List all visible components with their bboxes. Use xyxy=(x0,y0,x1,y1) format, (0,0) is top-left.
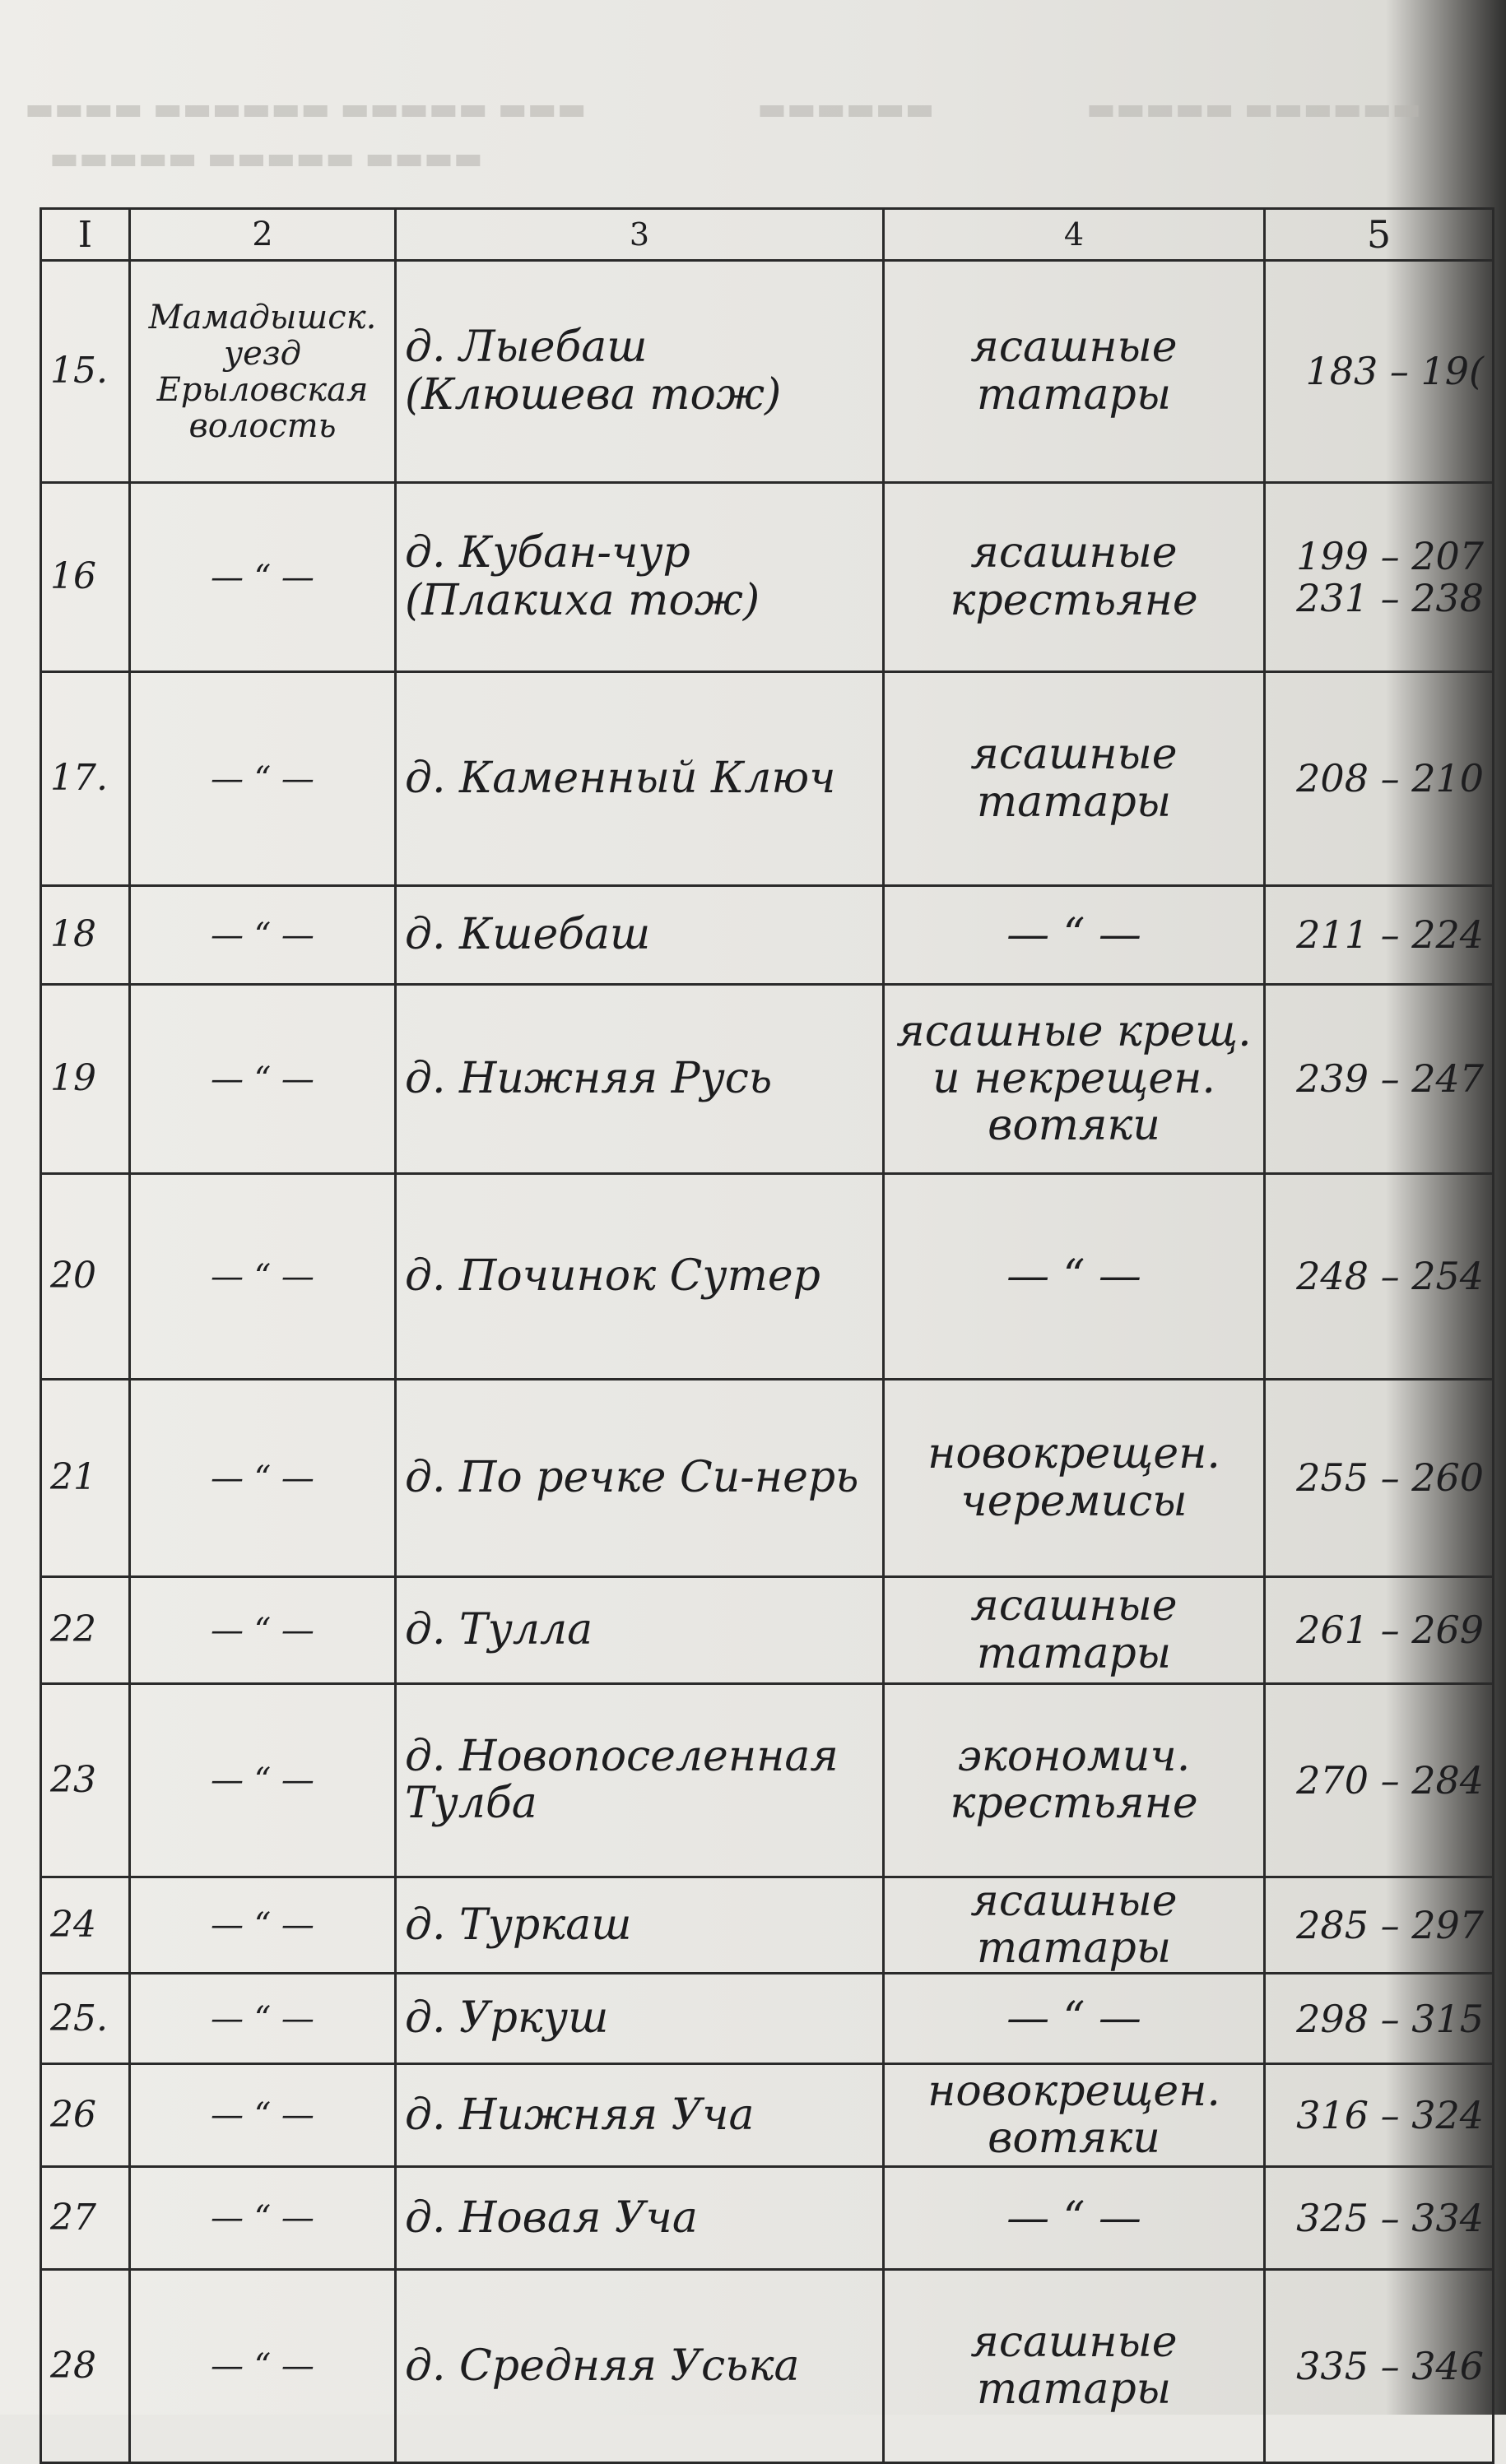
row-number: 19 xyxy=(41,985,130,1174)
table-row xyxy=(41,261,1494,483)
row-settlement: д. Каменный Ключ xyxy=(396,672,884,886)
row-pages: 255 – 260 xyxy=(1265,1380,1494,1577)
row-category: ясашные татары xyxy=(884,261,1265,483)
row-settlement: д. Уркуш xyxy=(396,1974,884,2064)
faded-header-remnant: ▬▬▬▬ ▬▬▬▬▬▬ ▬▬▬▬▬ ▬▬▬ ▬▬▬▬▬▬ ▬▬▬▬▬ ▬▬▬▬▬▬ ▬▬▬▬▬ ▬▬▬▬▬ ▬▬▬▬ xyxy=(25,90,1422,176)
row-settlement: д. Нижняя Уча xyxy=(396,2064,884,2167)
row-settlement: д. Кубан-чур (Плакиха тож) xyxy=(396,483,884,672)
row-pages: 270 – 284 xyxy=(1265,1684,1494,1877)
row-district: — “ — xyxy=(130,1174,396,1380)
row-district: — “ — xyxy=(130,2167,396,2270)
table-row xyxy=(41,1684,1494,1877)
header-col-3: 3 xyxy=(396,209,884,261)
row-district: — “ — xyxy=(130,1877,396,1974)
row-category: экономич. крестьяне xyxy=(884,1684,1265,1877)
table-row xyxy=(41,1877,1494,1974)
row-category: ясашные татары xyxy=(884,1577,1265,1684)
row-category: ясашные татары xyxy=(884,672,1265,886)
row-settlement: д. Средняя Уська xyxy=(396,2270,884,2463)
row-category: — “ — xyxy=(884,886,1265,985)
row-district: — “ — xyxy=(130,1380,396,1577)
row-settlement: д. Починок Сутер xyxy=(396,1174,884,1380)
row-pages: 208 – 210 xyxy=(1265,672,1494,886)
records-table xyxy=(40,207,1494,2464)
row-pages: 183 – 19( xyxy=(1265,261,1494,483)
row-number: 16 xyxy=(41,483,130,672)
header-col-1: I xyxy=(41,209,130,261)
table-row xyxy=(41,886,1494,985)
row-category: новокрещен. черемисы xyxy=(884,1380,1265,1577)
table-row xyxy=(41,2064,1494,2167)
row-category: — “ — xyxy=(884,1174,1265,1380)
row-pages: 248 – 254 xyxy=(1265,1174,1494,1380)
row-category: ясашные татары xyxy=(884,2270,1265,2463)
row-settlement: д. Тулла xyxy=(396,1577,884,1684)
row-settlement: д. Лыебаш (Клюшева тож) xyxy=(396,261,884,483)
row-district: — “ — xyxy=(130,2064,396,2167)
table-row xyxy=(41,1974,1494,2064)
row-category: ясашные крещ. и некрещен. вотяки xyxy=(884,985,1265,1174)
row-number: 25. xyxy=(41,1974,130,2064)
table-row xyxy=(41,985,1494,1174)
table-row xyxy=(41,672,1494,886)
row-settlement: д. Нижняя Русь xyxy=(396,985,884,1174)
row-pages: 335 – 346 xyxy=(1265,2270,1494,2463)
row-pages: 316 – 324 xyxy=(1265,2064,1494,2167)
table-row xyxy=(41,1380,1494,1577)
row-pages: 211 – 224 xyxy=(1265,886,1494,985)
row-district: — “ — xyxy=(130,1974,396,2064)
row-district: — “ — xyxy=(130,886,396,985)
row-district: Мамадышск. уезд Ерыловская волость xyxy=(130,261,396,483)
table-row xyxy=(41,1577,1494,1684)
row-pages: 285 – 297 xyxy=(1265,1877,1494,1974)
row-pages: 298 – 315 xyxy=(1265,1974,1494,2064)
row-pages: 325 – 334 xyxy=(1265,2167,1494,2270)
row-number: 28 xyxy=(41,2270,130,2463)
header-col-5: 5 xyxy=(1265,209,1494,261)
row-settlement: д. Новая Уча xyxy=(396,2167,884,2270)
row-district: — “ — xyxy=(130,1577,396,1684)
row-number: 21 xyxy=(41,1380,130,1577)
row-number: 27 xyxy=(41,2167,130,2270)
row-category: ясашные крестьяне xyxy=(884,483,1265,672)
header-col-2: 2 xyxy=(130,209,396,261)
row-number: 26 xyxy=(41,2064,130,2167)
table-row xyxy=(41,2167,1494,2270)
row-settlement: д. По речке Си-нерь xyxy=(396,1380,884,1577)
row-number: 15. xyxy=(41,261,130,483)
row-settlement: д. Туркаш xyxy=(396,1877,884,1974)
row-pages: 239 – 247 xyxy=(1265,985,1494,1174)
row-settlement: д. Новопоселенная Тулба xyxy=(396,1684,884,1877)
row-category: ясашные татары xyxy=(884,1877,1265,1974)
table-header-row xyxy=(41,209,1494,261)
row-settlement: д. Кшебаш xyxy=(396,886,884,985)
row-pages: 199 – 207 231 – 238 xyxy=(1265,483,1494,672)
row-district: — “ — xyxy=(130,985,396,1174)
table-row xyxy=(41,483,1494,672)
row-number: 23 xyxy=(41,1684,130,1877)
row-number: 18 xyxy=(41,886,130,985)
row-number: 22 xyxy=(41,1577,130,1684)
row-category: новокрещен. вотяки xyxy=(884,2064,1265,2167)
row-number: 20 xyxy=(41,1174,130,1380)
table-row xyxy=(41,1174,1494,1380)
row-district: — “ — xyxy=(130,672,396,886)
row-number: 17. xyxy=(41,672,130,886)
row-pages: 261 – 269 xyxy=(1265,1577,1494,1684)
row-district: — “ — xyxy=(130,1684,396,1877)
header-col-4: 4 xyxy=(884,209,1265,261)
table-row xyxy=(41,2270,1494,2463)
row-category: — “ — xyxy=(884,1974,1265,2064)
row-category: — “ — xyxy=(884,2167,1265,2270)
row-district: — “ — xyxy=(130,2270,396,2463)
row-number: 24 xyxy=(41,1877,130,1974)
row-district: — “ — xyxy=(130,483,396,672)
